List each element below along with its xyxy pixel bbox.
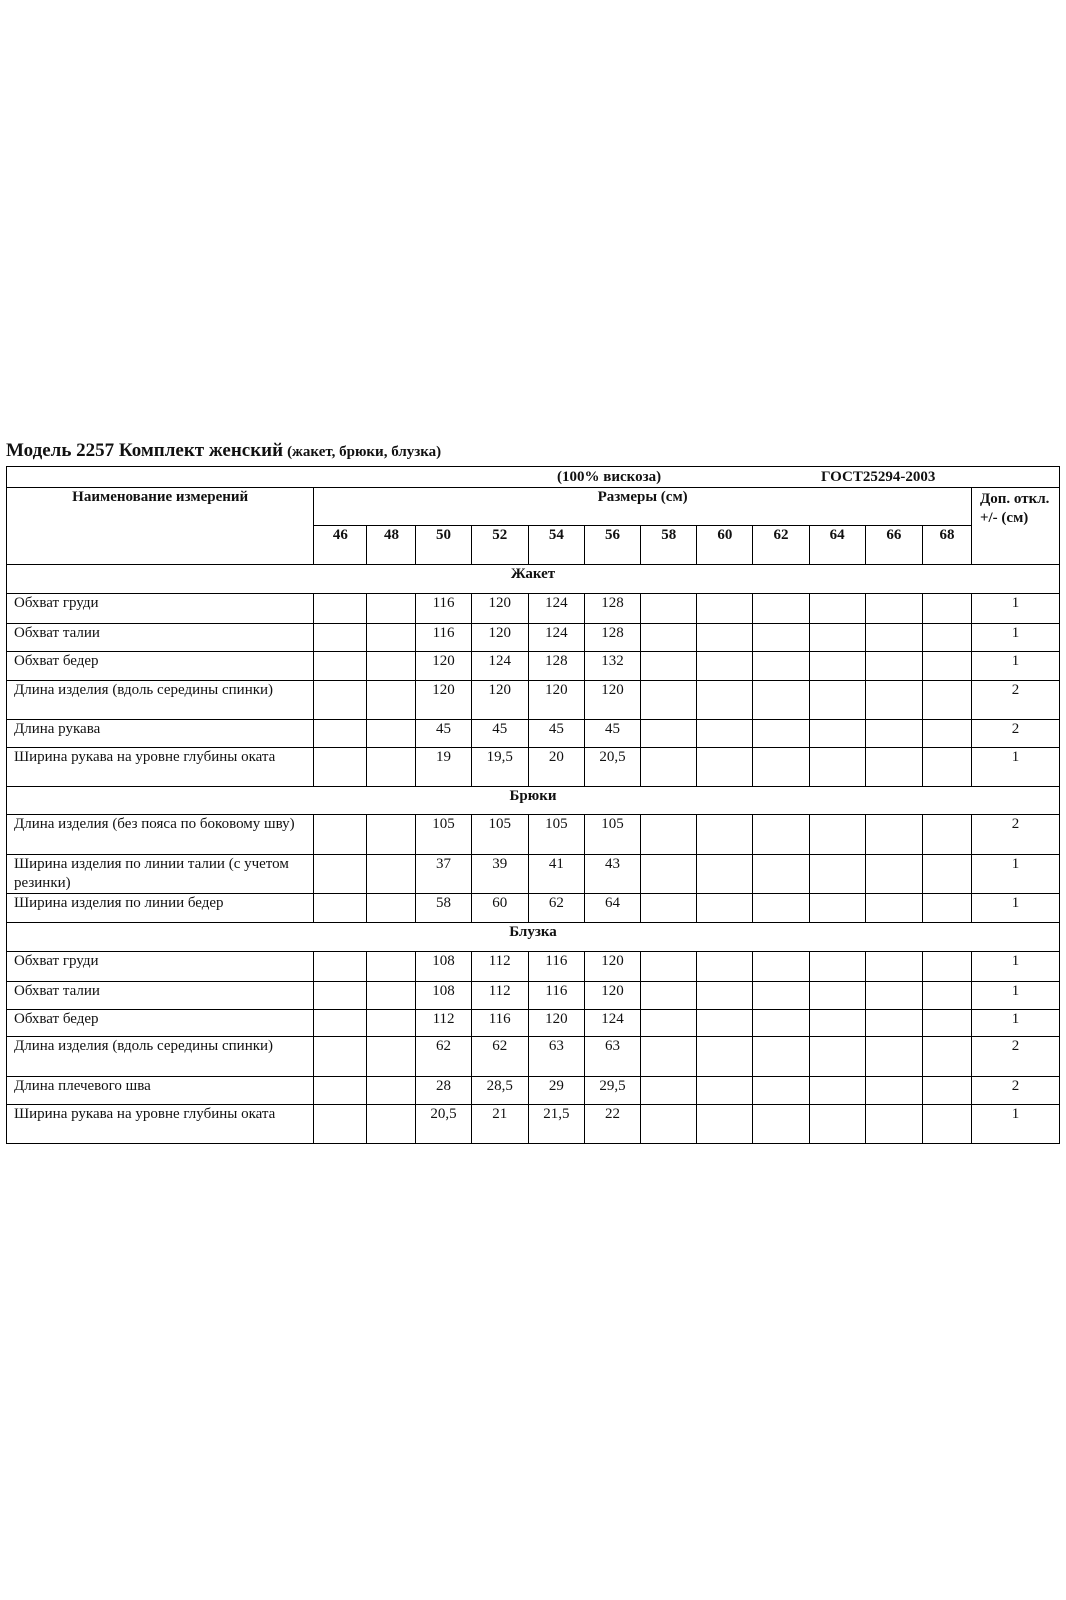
measurement-value xyxy=(809,624,865,652)
measurement-value xyxy=(367,652,416,681)
measurement-value: 128 xyxy=(584,594,640,624)
measurement-value: 64 xyxy=(584,894,640,923)
measurement-value xyxy=(753,1077,809,1105)
measurement-name: Обхват талии xyxy=(7,982,314,1010)
measurement-value xyxy=(809,815,865,855)
measurement-value xyxy=(865,681,922,720)
measurement-row xyxy=(7,748,1060,787)
measurement-value: 20 xyxy=(528,748,584,787)
measurement-value xyxy=(367,1037,416,1077)
measurement-value: 128 xyxy=(584,624,640,652)
measurement-value xyxy=(865,720,922,748)
measurement-value xyxy=(641,815,697,855)
measurement-value xyxy=(641,982,697,1010)
measurement-name: Ширина рукава на уровне глубины оката xyxy=(7,748,314,787)
measurement-row xyxy=(7,894,1060,923)
measurement-row xyxy=(7,1077,1060,1105)
measurement-name: Обхват бедер xyxy=(7,652,314,681)
measurement-value: 116 xyxy=(528,982,584,1010)
measurement-name: Обхват бедер xyxy=(7,1010,314,1037)
measurement-row xyxy=(7,720,1060,748)
measurement-value xyxy=(809,1105,865,1144)
measurement-value xyxy=(641,748,697,787)
tolerance-value: 2 xyxy=(971,1037,1059,1077)
measurement-value xyxy=(922,681,971,720)
measurement-value: 63 xyxy=(528,1037,584,1077)
tolerance-value: 1 xyxy=(971,982,1059,1010)
measurement-value: 128 xyxy=(528,652,584,681)
measurement-value: 105 xyxy=(416,815,471,855)
measurement-value: 22 xyxy=(584,1105,640,1144)
measurement-value xyxy=(922,624,971,652)
measurement-value xyxy=(753,855,809,894)
measurement-row xyxy=(7,594,1060,624)
measurement-value: 112 xyxy=(471,952,528,982)
measurement-value xyxy=(922,894,971,923)
measurement-value xyxy=(367,952,416,982)
measurement-value: 116 xyxy=(528,952,584,982)
measurement-row xyxy=(7,1037,1060,1077)
measurement-value xyxy=(809,1037,865,1077)
measurement-row xyxy=(7,982,1060,1010)
measurement-row xyxy=(7,1105,1060,1144)
measurement-value xyxy=(641,652,697,681)
measurement-value: 39 xyxy=(471,855,528,894)
gost-standard: ГОСТ25294-2003 xyxy=(821,469,936,485)
measurement-value xyxy=(367,894,416,923)
measurement-value xyxy=(641,1077,697,1105)
sizes-header: Размеры (см) xyxy=(314,488,972,526)
measurement-value: 112 xyxy=(416,1010,471,1037)
measurement-value xyxy=(809,652,865,681)
measurement-value: 124 xyxy=(528,594,584,624)
measurement-value: 20,5 xyxy=(584,748,640,787)
measurement-value xyxy=(809,1077,865,1105)
measurement-value xyxy=(753,1105,809,1144)
measurement-row xyxy=(7,1010,1060,1037)
measurement-value: 124 xyxy=(584,1010,640,1037)
document-title: Модель 2257 Комплект женский xyxy=(6,440,284,461)
measurement-value xyxy=(865,815,922,855)
measurement-value: 45 xyxy=(584,720,640,748)
measurement-value xyxy=(367,1010,416,1037)
tolerance-value: 1 xyxy=(971,652,1059,681)
measurement-value xyxy=(697,1077,753,1105)
measurement-value: 120 xyxy=(584,681,640,720)
measurement-value: 60 xyxy=(471,894,528,923)
measurement-value: 43 xyxy=(584,855,640,894)
tolerance-value: 2 xyxy=(971,815,1059,855)
measurement-value xyxy=(922,652,971,681)
measurement-value: 120 xyxy=(471,594,528,624)
measurement-value xyxy=(697,1037,753,1077)
measurement-value: 45 xyxy=(471,720,528,748)
measurement-value xyxy=(367,681,416,720)
measurement-value: 63 xyxy=(584,1037,640,1077)
tolerance-value: 1 xyxy=(971,894,1059,923)
measurement-value xyxy=(697,748,753,787)
measurement-value: 62 xyxy=(528,894,584,923)
measurement-value xyxy=(641,1010,697,1037)
tolerance-value: 2 xyxy=(971,1077,1059,1105)
measurement-value xyxy=(753,894,809,923)
measurement-value xyxy=(697,652,753,681)
meta-row xyxy=(7,467,1060,488)
section-title: Жакет xyxy=(7,565,1060,594)
measurement-value xyxy=(367,624,416,652)
measurement-value xyxy=(922,1105,971,1144)
measurement-value xyxy=(367,815,416,855)
measurement-value: 120 xyxy=(416,652,471,681)
measurement-value xyxy=(641,1105,697,1144)
size-header-cell: 62 xyxy=(753,526,809,565)
measurement-value xyxy=(367,720,416,748)
measurement-value xyxy=(314,1077,367,1105)
measurement-value xyxy=(314,982,367,1010)
measurement-value xyxy=(314,1105,367,1144)
measurement-name: Обхват груди xyxy=(7,594,314,624)
measurement-value xyxy=(809,681,865,720)
measurement-value: 132 xyxy=(584,652,640,681)
measurement-value xyxy=(641,624,697,652)
measurement-row xyxy=(7,855,1060,894)
measurement-row xyxy=(7,952,1060,982)
measurement-name: Обхват талии xyxy=(7,624,314,652)
size-header-cell: 68 xyxy=(922,526,971,565)
size-header-cell: 46 xyxy=(314,526,367,565)
measurement-value xyxy=(865,1077,922,1105)
measurement-value: 62 xyxy=(471,1037,528,1077)
document-title-note: (жакет, брюки, блузка) xyxy=(287,444,442,460)
size-header-cell: 52 xyxy=(471,526,528,565)
measurement-value xyxy=(314,855,367,894)
measurement-value xyxy=(641,855,697,894)
measurement-value xyxy=(753,624,809,652)
measurement-value: 29 xyxy=(528,1077,584,1105)
measurement-value xyxy=(697,894,753,923)
measurement-value: 108 xyxy=(416,982,471,1010)
measurement-value xyxy=(697,982,753,1010)
measurement-value: 105 xyxy=(471,815,528,855)
measurement-value xyxy=(865,652,922,681)
measurement-value xyxy=(753,594,809,624)
measurement-value: 124 xyxy=(471,652,528,681)
measurement-value: 19,5 xyxy=(471,748,528,787)
measurement-value xyxy=(697,624,753,652)
measurement-value xyxy=(314,815,367,855)
measurement-value: 120 xyxy=(584,952,640,982)
measurement-value xyxy=(865,952,922,982)
section-row xyxy=(7,787,1060,815)
measurement-value xyxy=(753,982,809,1010)
measurement-value: 19 xyxy=(416,748,471,787)
measurement-value xyxy=(314,594,367,624)
measurement-value xyxy=(809,982,865,1010)
measurement-value xyxy=(809,594,865,624)
measurement-value xyxy=(865,1037,922,1077)
measurement-name: Длина изделия (без пояса по боковому шву) xyxy=(7,815,314,855)
measurement-value xyxy=(314,1037,367,1077)
measurement-value xyxy=(922,748,971,787)
measurement-value xyxy=(314,720,367,748)
measurement-value: 116 xyxy=(416,624,471,652)
size-header-cell: 66 xyxy=(865,526,922,565)
measurement-value xyxy=(809,1010,865,1037)
section-row xyxy=(7,565,1060,594)
measurement-value xyxy=(697,815,753,855)
measurement-value xyxy=(641,894,697,923)
measurement-value xyxy=(697,681,753,720)
tolerance-value: 1 xyxy=(971,952,1059,982)
measurement-value: 45 xyxy=(416,720,471,748)
tolerance-value: 1 xyxy=(971,748,1059,787)
size-table xyxy=(6,466,1060,1144)
size-header-cell: 48 xyxy=(367,526,416,565)
measurement-value xyxy=(809,952,865,982)
measurement-value xyxy=(641,1037,697,1077)
measurement-value: 124 xyxy=(528,624,584,652)
measurement-value xyxy=(697,952,753,982)
measurement-value xyxy=(753,681,809,720)
measurement-value xyxy=(641,952,697,982)
size-header-cell: 56 xyxy=(584,526,640,565)
measurement-value: 29,5 xyxy=(584,1077,640,1105)
size-table-body xyxy=(7,467,1060,1144)
measurement-name: Длина изделия (вдоль середины спинки) xyxy=(7,1037,314,1077)
measurement-value xyxy=(809,720,865,748)
measurement-value xyxy=(753,748,809,787)
measurement-value xyxy=(753,952,809,982)
size-header-cell: 64 xyxy=(809,526,865,565)
size-chart-document xyxy=(6,440,1060,1144)
measurement-row xyxy=(7,624,1060,652)
measurement-row xyxy=(7,652,1060,681)
measurement-value xyxy=(367,1077,416,1105)
meta-cell xyxy=(7,467,1060,488)
measurement-value xyxy=(809,748,865,787)
measurement-value: 116 xyxy=(471,1010,528,1037)
measurement-value xyxy=(367,855,416,894)
measurement-name: Длина плечевого шва xyxy=(7,1077,314,1105)
measurement-value xyxy=(865,594,922,624)
fabric-composition: (100% вискоза) xyxy=(557,469,662,485)
measurement-value xyxy=(367,748,416,787)
measurement-value: 120 xyxy=(528,1010,584,1037)
measurement-value: 21,5 xyxy=(528,1105,584,1144)
tolerance-value: 1 xyxy=(971,624,1059,652)
measurement-value xyxy=(753,815,809,855)
measurement-value xyxy=(809,855,865,894)
measurement-value xyxy=(809,894,865,923)
measurement-value: 58 xyxy=(416,894,471,923)
size-header-cell: 54 xyxy=(528,526,584,565)
measurement-name: Ширина рукава на уровне глубины оката xyxy=(7,1105,314,1144)
measurement-value xyxy=(865,1105,922,1144)
measurement-value: 105 xyxy=(528,815,584,855)
measurement-value xyxy=(865,748,922,787)
measurement-value: 108 xyxy=(416,952,471,982)
measurement-value xyxy=(922,855,971,894)
tolerance-value: 1 xyxy=(971,594,1059,624)
size-header-cell: 50 xyxy=(416,526,471,565)
measurement-value: 20,5 xyxy=(416,1105,471,1144)
measurement-value xyxy=(697,1010,753,1037)
measurement-row xyxy=(7,681,1060,720)
measurement-name: Длина изделия (вдоль середины спинки) xyxy=(7,681,314,720)
tolerance-value: 2 xyxy=(971,681,1059,720)
measurement-value: 120 xyxy=(471,681,528,720)
measurement-value xyxy=(314,624,367,652)
section-title: Блузка xyxy=(7,923,1060,952)
tolerance-value: 1 xyxy=(971,1010,1059,1037)
measurement-value xyxy=(922,1010,971,1037)
measurement-value: 41 xyxy=(528,855,584,894)
measurement-value xyxy=(865,624,922,652)
measurement-value: 120 xyxy=(471,624,528,652)
document-title-line xyxy=(6,440,1060,466)
measurement-value: 105 xyxy=(584,815,640,855)
measurement-name: Ширина изделия по линии бедер xyxy=(7,894,314,923)
measurement-value xyxy=(865,894,922,923)
measurement-value: 37 xyxy=(416,855,471,894)
measurement-name: Обхват груди xyxy=(7,952,314,982)
measurement-value: 120 xyxy=(528,681,584,720)
measurement-value xyxy=(753,1010,809,1037)
measurement-value xyxy=(865,982,922,1010)
measurement-value xyxy=(697,855,753,894)
measurement-value xyxy=(922,952,971,982)
measurement-name: Ширина изделия по линии талии (с учетом резинки) xyxy=(7,855,314,894)
measurement-value xyxy=(697,720,753,748)
measurement-value xyxy=(641,720,697,748)
measurement-value: 116 xyxy=(416,594,471,624)
measurement-value xyxy=(314,1010,367,1037)
measurement-value xyxy=(922,815,971,855)
tolerance-value: 2 xyxy=(971,720,1059,748)
header-row-top xyxy=(7,488,1060,526)
measurement-value xyxy=(922,720,971,748)
measurement-value xyxy=(922,982,971,1010)
tolerance-value: 1 xyxy=(971,855,1059,894)
measurement-value xyxy=(697,594,753,624)
measurement-value: 62 xyxy=(416,1037,471,1077)
measurement-value xyxy=(314,681,367,720)
measurement-value: 112 xyxy=(471,982,528,1010)
measurement-value: 120 xyxy=(416,681,471,720)
measurement-name-header: Наименование измерений xyxy=(7,488,314,565)
measurement-value xyxy=(367,1105,416,1144)
measurement-value xyxy=(697,1105,753,1144)
measurement-value xyxy=(922,1037,971,1077)
measurement-name: Длина рукава xyxy=(7,720,314,748)
measurement-value xyxy=(922,594,971,624)
measurement-value xyxy=(367,594,416,624)
section-title: Брюки xyxy=(7,787,1060,815)
size-header-cell: 58 xyxy=(641,526,697,565)
measurement-value xyxy=(314,894,367,923)
measurement-value xyxy=(753,720,809,748)
measurement-value: 120 xyxy=(584,982,640,1010)
measurement-value: 21 xyxy=(471,1105,528,1144)
measurement-value xyxy=(641,681,697,720)
measurement-value xyxy=(367,982,416,1010)
measurement-value: 28,5 xyxy=(471,1077,528,1105)
size-header-cell: 60 xyxy=(697,526,753,565)
measurement-value: 28 xyxy=(416,1077,471,1105)
tolerance-value: 1 xyxy=(971,1105,1059,1144)
tolerance-header: Доп. откл. +/- (см) xyxy=(971,488,1059,565)
section-row xyxy=(7,923,1060,952)
measurement-value xyxy=(641,594,697,624)
measurement-value xyxy=(865,1010,922,1037)
measurement-value xyxy=(753,652,809,681)
measurement-value xyxy=(922,1077,971,1105)
measurement-value xyxy=(753,1037,809,1077)
measurement-value xyxy=(865,855,922,894)
measurement-value xyxy=(314,652,367,681)
measurement-value: 45 xyxy=(528,720,584,748)
measurement-value xyxy=(314,952,367,982)
measurement-row xyxy=(7,815,1060,855)
measurement-value xyxy=(314,748,367,787)
